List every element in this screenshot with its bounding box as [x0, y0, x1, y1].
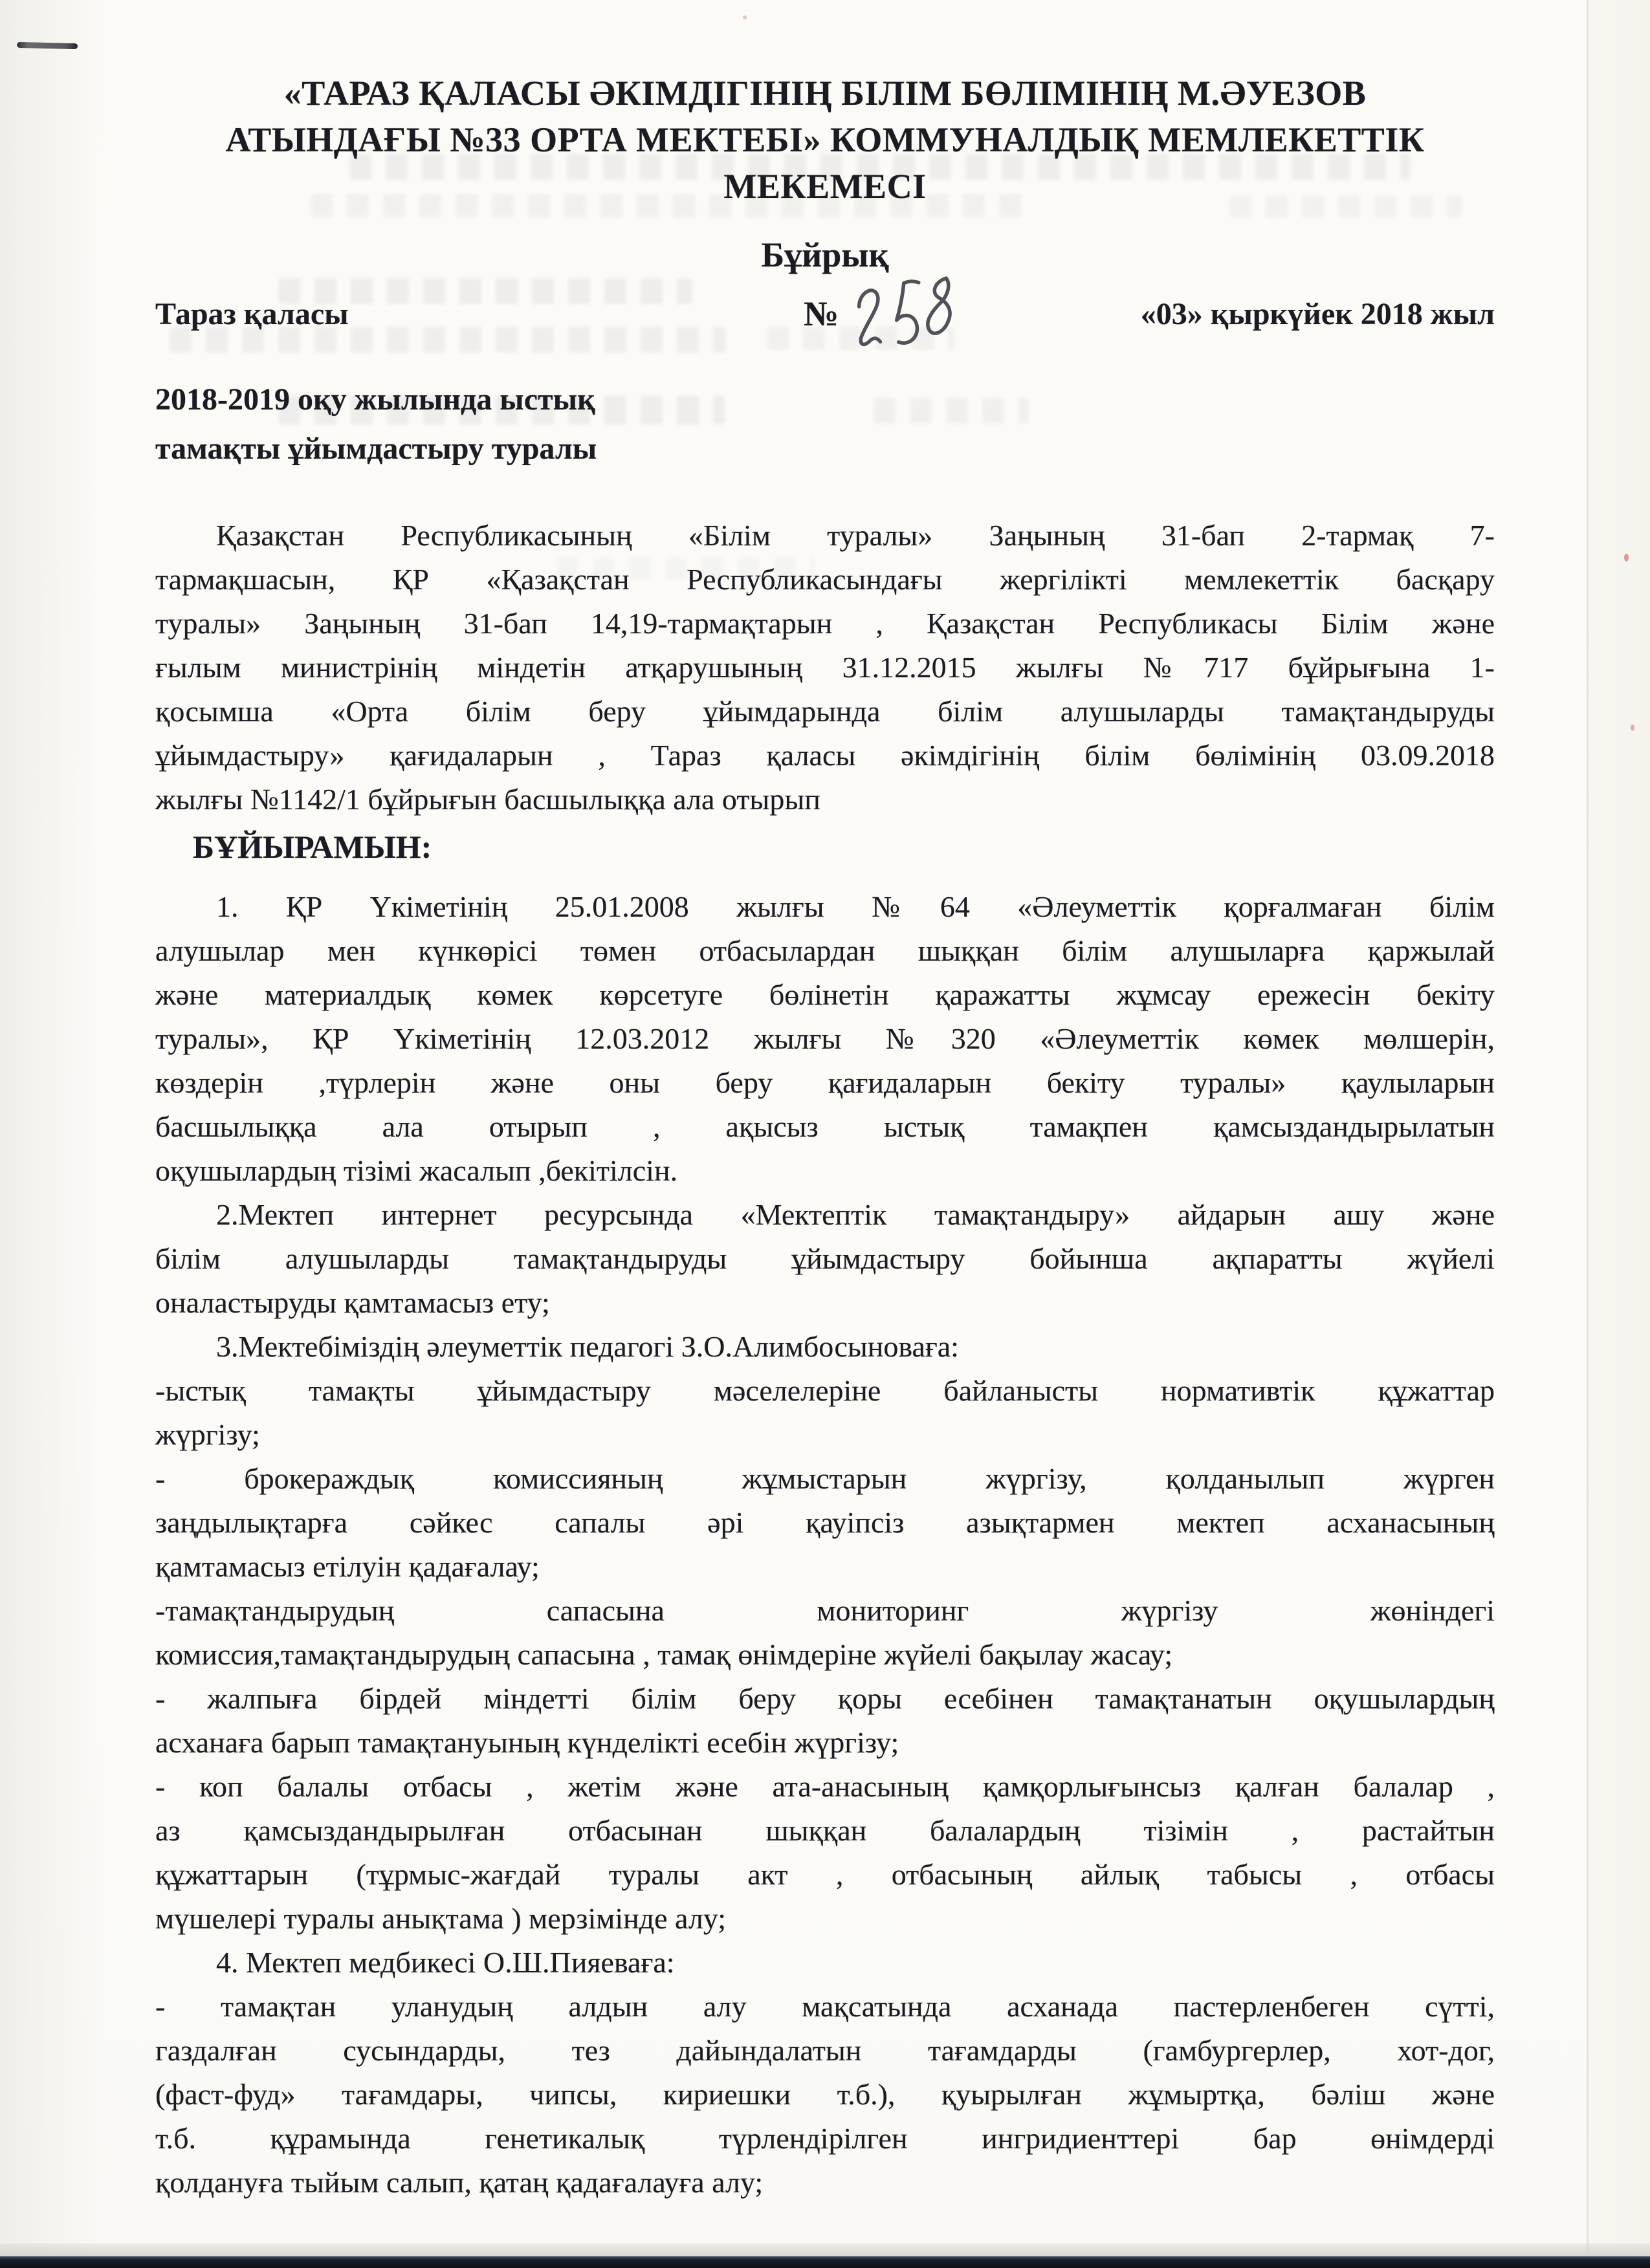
text-line: газдалған сусындарды, тез дайындалатын тағамдарды (гамбургерлер, хот-дог,	[155, 2034, 1495, 2067]
text-line: асханаға барып тамақтануының күнделікті есебін жүргізу;	[155, 1726, 899, 1759]
text-line: 3.Мектебіміздің әлеуметтік педагогі З.О.Алимбосыноваға:	[216, 1330, 959, 1363]
text-line: қолдануға тыйым салып, қатаң қадағалауға алу;	[155, 2166, 764, 2199]
text-line: -ыстық тамақты ұйымдастыру мәселелеріне байланысты нормативтік құжаттар	[155, 1374, 1495, 1407]
text-line: 2.Мектеп интернет ресурсында «Мектептік тамақтандыру» айдарын ашу және	[216, 1198, 1495, 1231]
scan-speck	[1631, 725, 1634, 731]
paragraph	[155, 1765, 1495, 1941]
paragraph	[155, 1985, 1495, 2205]
text-line: -тамақтандырудың сапасына мониторинг жүргізу жөніндегі	[155, 1594, 1495, 1627]
document-type-title: Бұйрық	[761, 235, 889, 274]
text-line: 1. ҚР Үкіметінің 25.01.2008 жылғы №64 «Әлеуметтік қорғалмаған білім	[216, 890, 1495, 923]
text-line: жылғы №1142/1 бұйрығын басшылыққа ала отырып	[155, 783, 820, 816]
scan-speck	[1624, 554, 1629, 562]
text-line: туралы», ҚР Үкіметінің 12.03.2012 жылғы №320 «Әлеуметтік көмек мөлшерін,	[155, 1022, 1495, 1055]
text-line: құжаттарын (тұрмыс-жағдай туралы акт , отбасының айлық табысы , отбасы	[155, 1858, 1495, 1891]
text-line: комиссия,тамақтандырудың сапасына , тамақ өнімдеріне жүйелі бақылау жасау;	[155, 1638, 1173, 1671]
order-date: «03» қыркүйек 2018 жыл	[1140, 297, 1495, 331]
organization-name-line: АТЫНДАҒЫ №33 ОРТА МЕКТЕБІ» КОММУНАЛДЫҚ МЕМЛЕКЕТТІК	[225, 120, 1425, 159]
order-number-handwritten	[839, 268, 970, 376]
scan-edge-band	[1589, 0, 1650, 2268]
text-line: оқушылардың тізімі жасалып ,бекітілсін.	[155, 1154, 678, 1187]
text-line: ғылым министрінің міндетін атқарушының 31.12.2015 жылғы №717 бұйрығына 1-	[155, 651, 1495, 684]
text-line: - тамақтан уланудың алдын алу мақсатында асханада пастерленбеген сүтті,	[155, 1990, 1495, 2023]
scan-edge-seam	[1587, 0, 1589, 2268]
paragraph	[155, 1941, 1495, 1985]
text-line: және материалдық көмек көрсетуге бөлінетін қаражатты жұмсау ережесін бекіту	[155, 978, 1495, 1011]
text-line: 4. Мектеп медбикесі О.Ш.Пияеваға:	[216, 1946, 675, 1979]
text-line: т.б. құрамында генетикалық түрлендірілген ингридиенттері бар өнімдерді	[155, 2122, 1495, 2155]
text-line: жүргізу;	[155, 1418, 260, 1451]
order-subject	[155, 375, 1495, 474]
handwritten-258	[839, 268, 969, 369]
order-number-sign: №	[804, 294, 839, 333]
text-line: басшылыққа ала отырып , ақысыз ыстық тамақпен қамсыздандырылатын	[155, 1110, 1495, 1143]
text-line: білім алушыларды тамақтандыруды ұйымдастыру бойынша ақпаратты жүйелі	[155, 1242, 1495, 1275]
scan-edge-shadow	[0, 0, 104, 2268]
text-line: ұйымдастыру» қағидаларын , Тараз қаласы әкімдігінің білім бөлімінің 03.09.2018	[155, 739, 1495, 772]
scan-bottom-bar	[0, 2256, 1650, 2268]
order-subject-line: тамақты ұйымдастыру туралы	[155, 431, 597, 466]
text-line: тармақшасын, ҚР «Қазақстан Республикасындағы жергілікті мемлекеттік басқару	[155, 563, 1495, 596]
text-line: қамтамасыз етілуін қадағалау;	[155, 1550, 540, 1583]
organization-name-line: МЕКЕМЕСІ	[723, 167, 927, 206]
text-line: - брокераждық комиссияның жұмыстарын жүргізу, қолданылып жүрген	[155, 1462, 1495, 1495]
resolve-heading: БҰЙЫРАМЫН:	[193, 829, 432, 865]
paragraph	[155, 1457, 1495, 1589]
text-line: туралы» Заңының 31-бап 14,19-тармақтарын , Қазақстан Республикасы Білім және	[155, 607, 1495, 640]
text-line: - жалпыға бірдей міндетті білім беру қоры есебінен тамақтанатын оқушылардың	[155, 1682, 1495, 1715]
text-line: қосымша «Орта білім беру ұйымдарында білім алушыларды тамақтандыруды	[155, 695, 1495, 728]
paragraph	[155, 1589, 1495, 1677]
organization-name	[155, 70, 1495, 210]
order-paragraphs	[155, 885, 1495, 2205]
text-line: мүшелері туралы анықтама ) мерзімінде алу;	[155, 1902, 726, 1935]
order-subject-line: 2018-2019 оқу жылында ыстық	[155, 382, 595, 417]
order-city: Тараз қаласы	[155, 297, 349, 331]
text-line: аз қамсыздандырылған отбасынан шыққан балалардың тізімін , растайтын	[155, 1814, 1495, 1847]
organization-name-line: «ТАРАЗ ҚАЛАСЫ ӘКІМДІГІНІҢ БІЛІМ БӨЛІМІНІҢ М.ӘУЕЗОВ	[283, 74, 1367, 113]
text-line: алушылар мен күнкөрісі төмен отбасылардан шыққан білім алушыларға қаржылай	[155, 934, 1495, 967]
text-line: көздерін ,түрлерін және оны беру қағидаларын бекіту туралы» қаулыларын	[155, 1066, 1495, 1099]
document-body	[155, 0, 1495, 2205]
paragraph	[155, 1369, 1495, 1457]
text-line: - коп балалы отбасы , жетім және ата-анасының қамқорлығынсыз қалған балалар ,	[155, 1770, 1495, 1803]
text-line: Қазақстан Республикасының «Білім туралы» Заңының 31-бап 2-тармақ 7-	[216, 519, 1495, 552]
text-line: (фаст-фуд» тағамдары, чипсы, кириешки т.б.), қуырылған жұмыртқа, бәліш және	[155, 2078, 1495, 2111]
order-meta-row	[155, 285, 1495, 365]
paragraph	[155, 1325, 1495, 1369]
paragraph	[155, 1677, 1495, 1765]
paragraph	[155, 1193, 1495, 1325]
text-line: заңдылықтарға сәйкес сапалы әрі қауіпсіз азықтармен мектеп асханасының	[155, 1506, 1495, 1539]
scan-bottom-strip	[0, 2243, 1650, 2256]
paragraph	[155, 514, 1495, 822]
text-line: оналастыруды қамтамасыз ету;	[155, 1286, 550, 1319]
paragraph	[155, 885, 1495, 1193]
order-preamble	[155, 514, 1495, 822]
